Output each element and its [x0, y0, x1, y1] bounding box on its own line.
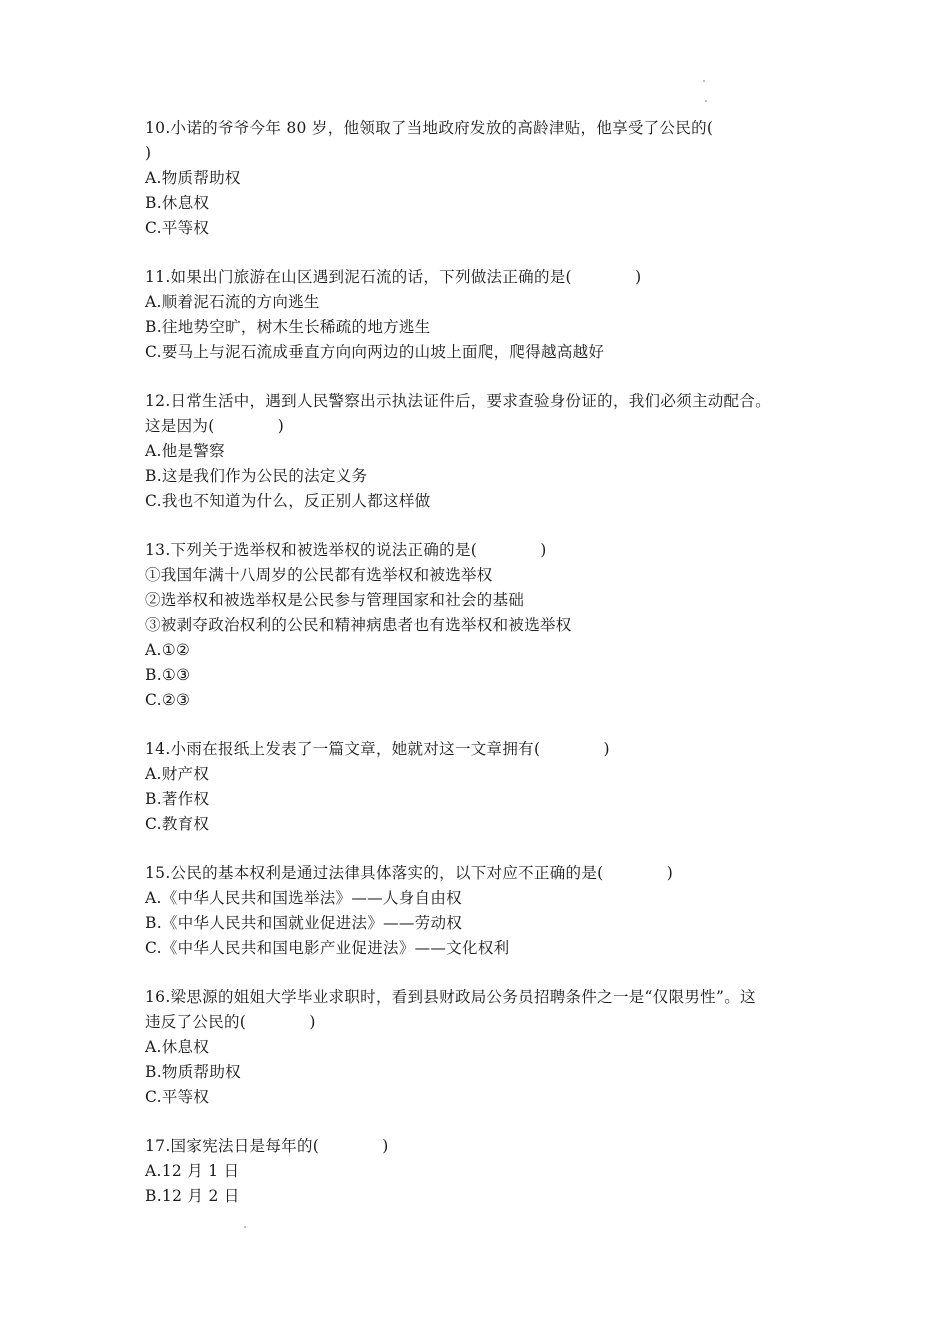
option-a: A.《中华人民共和国选举法》——人身自由权 [145, 889, 462, 907]
question-stem: 13.下列关于选举权和被选举权的说法正确的是( ) [145, 541, 547, 559]
option-b: B.12 月 2 日 [145, 1187, 240, 1205]
question-11 [145, 265, 825, 365]
option-a: A.物质帮助权 [145, 169, 241, 187]
statement-1: ①我国年满十八周岁的公民都有选举权和被选举权 [145, 566, 493, 584]
question-stem: 14.小雨在报纸上发表了一篇文章，她就对这一文章拥有( ) [145, 740, 610, 758]
option-a: A.休息权 [145, 1038, 210, 1056]
option-a: A.顺着泥石流的方向逃生 [145, 293, 320, 311]
option-c: C.平等权 [145, 1088, 210, 1106]
question-14 [145, 737, 825, 837]
option-c: C.②③ [145, 691, 191, 709]
question-stem: 违反了公民的( ) [145, 1013, 316, 1031]
question-stem: 15.公民的基本权利是通过法律具体落实的，以下对应不正确的是( ) [145, 864, 674, 882]
option-c: C.《中华人民共和国电影产业促进法》——文化权利 [145, 939, 510, 957]
question-13 [145, 538, 825, 713]
statement-2: ②选举权和被选举权是公民参与管理国家和社会的基础 [145, 591, 525, 609]
option-a: A.财产权 [145, 765, 210, 783]
option-c: C.平等权 [145, 219, 210, 237]
question-stem: 16.梁思源的姐姐大学毕业求职时，看到县财政局公务员招聘条件之一是“仅限男性”。这 [145, 988, 756, 1006]
option-b: B.①③ [145, 666, 191, 684]
question-stem: 这是因为( ) [145, 417, 285, 435]
option-c: C.要马上与泥石流成垂直方向向两边的山坡上面爬，爬得越高越好 [145, 343, 605, 361]
option-c: C.我也不知道为什么，反正别人都这样做 [145, 492, 431, 510]
question-stem: 11.如果出门旅游在山区遇到泥石流的话，下列做法正确的是( ) [145, 268, 642, 286]
option-a: A.12 月 1 日 [145, 1162, 240, 1180]
question-list [145, 116, 825, 1233]
option-b: B.物质帮助权 [145, 1063, 241, 1081]
option-c: C.教育权 [145, 815, 210, 833]
option-a: A.他是警察 [145, 442, 225, 460]
option-b: B.《中华人民共和国就业促进法》——劳动权 [145, 914, 463, 932]
option-b: B.这是我们作为公民的法定义务 [145, 467, 368, 485]
scan-speck [703, 80, 705, 82]
question-stem: ) [145, 144, 152, 162]
scan-speck [705, 100, 707, 102]
option-b: B.休息权 [145, 194, 210, 212]
question-12 [145, 389, 825, 514]
question-17 [145, 1134, 825, 1209]
option-b: B.往地势空旷，树木生长稀疏的地方逃生 [145, 318, 431, 336]
option-b: B.著作权 [145, 790, 210, 808]
question-stem: 10.小诺的爷爷今年 80 岁，他领取了当地政府发放的高龄津贴，他享受了公民的( [145, 119, 714, 137]
question-stem: 12.日常生活中，遇到人民警察出示执法证件后，要求查验身份证的，我们必须主动配合。 [145, 392, 771, 410]
question-16 [145, 985, 825, 1110]
option-a: A.①② [145, 641, 191, 659]
question-15 [145, 861, 825, 961]
question-stem: 17.国家宪法日是每年的( ) [145, 1137, 389, 1155]
question-10 [145, 116, 825, 241]
statement-3: ③被剥夺政治权利的公民和精神病患者也有选举权和被选举权 [145, 616, 572, 634]
